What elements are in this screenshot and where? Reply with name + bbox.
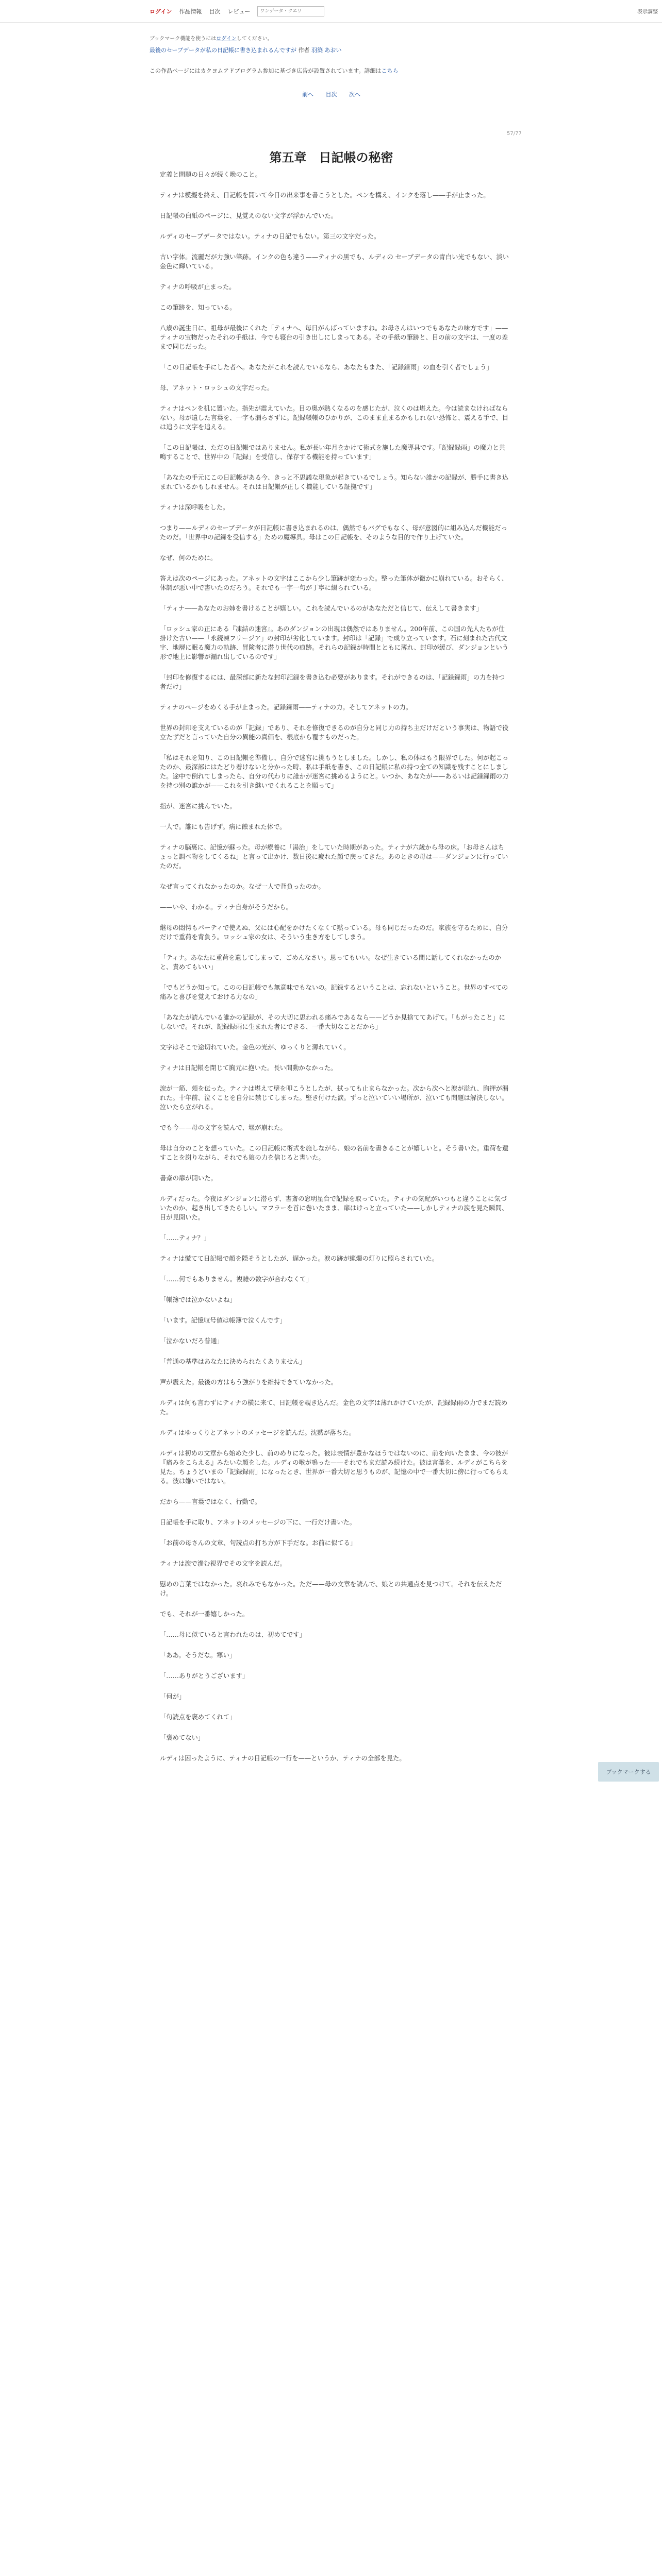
body-paragraph: 古い字体。流麗だが力強い筆跡。インクの色も違う——ティナの黒でも、ルディの セーブデータの青白い光でもない、淡い金色に輝いている。 [160, 253, 509, 270]
body-paragraph: 「泣かないだろ普通」 [160, 1337, 223, 1345]
body-paragraph: ティナのページをめくる手が止まった。記録録雨——ティナの力。そしてアネットの力。 [160, 704, 412, 711]
body-paragraph: なぜ言ってくれなかったのか。なぜ一人で背負ったのか。 [160, 883, 325, 890]
work-title-link[interactable]: 最後のセーブデータが私の日記帳に書き込まれるんですが [150, 47, 297, 54]
toc-link[interactable]: 目次 [325, 91, 337, 98]
prev-episode-link[interactable]: 前へ [302, 91, 313, 98]
body-paragraph: 一人で。誰にも告げず。病に蝕まれた体で。 [160, 823, 286, 831]
nav-toc[interactable]: 目次 [209, 8, 221, 15]
ad-details-link[interactable]: こちら [381, 67, 399, 74]
body-paragraph: 母は自分のことを想っていた。この日記帳に術式を施しながら、娘の名前を書きることが嬉しいと。そう書いた。重荷を遺すことを謝りながら、それでも娘の力を信じると書いた。 [160, 1145, 509, 1161]
body-paragraph: ティナの脳裏に、記憶が蘇った。母が療養に「湯治」をしていた時期があった。ティナが六歳から母の床。「お母さんはちょっと調べ物をしてくるね」と言って出かけ、数日後に疲れた顔で戻ってきた。あのときの母は——ダンジョンに行っていたのだ。 [160, 844, 508, 870]
work-header [150, 27, 513, 98]
next-episode-link[interactable]: 次へ [349, 91, 360, 98]
body-paragraph: ティナは日記帳を閉じて胸元に抱いた。長い間動かなかった。 [160, 1064, 337, 1072]
body-paragraph: 「ああ。そうだな。寒い」 [160, 1652, 236, 1659]
chapter-title: 第五章 日記帳の秘密 [269, 150, 393, 165]
notice-text-post: してください。 [236, 36, 273, 42]
body-paragraph: ルディは困ったように、ティナの日記帳の一行を——というか、ティナの全部を見た。 [160, 1755, 406, 1762]
bookmark-notice [150, 34, 513, 42]
body-paragraph: 「私はそれを知り、この日記帳を準備し、自分で迷宮に挑もうとしました。しかし、私の体はもう限界でした。何が起こったのか、最深部にはたどり着けないと分かった時、私は手紙を書き、この日記帳に私の持つ全ての知識を残すことにしました。途中で倒れてしまったら、自分の代わりに誰かが迷宮に挑めるようにと。いつか、あなたが——あるいは記録録雨の力を持つ別の誰かが——これを引き継いでくれることを願って」 [160, 754, 509, 789]
body-paragraph: 「句読点を褒めてくれて」 [160, 1714, 236, 1721]
body-paragraph: 「ティナ。あなたに重荷を遺してしまって、ごめんなさい。思ってもいい。なぜ生きている間に話してくれなかったのかと、責めてもいい」 [160, 954, 501, 971]
body-paragraph: ティナは深呼吸をした。 [160, 504, 229, 511]
body-paragraph: でも、それが一番嬉しかった。 [160, 1611, 249, 1618]
body-paragraph: 指が、迷宮に挑んでいた。 [160, 803, 236, 810]
nav-reviews[interactable]: レビュー [227, 8, 251, 15]
episode-pager [150, 90, 513, 98]
body-paragraph: 文字はそこで途切れていた。金色の光が、ゆっくりと薄れていく。 [160, 1044, 350, 1051]
body-paragraph: ティナはペンを机に置いた。指先が震えていた。目の奥が熱くなるのを感じたが、泣くのは堪えた。今は読まなければならない。母が遺した言葉を、一字も漏らさずに。記録帳帳のひかりが、このまま止まるかもしれない恐怖と、震える手で、目は追うに文字を追える。 [160, 405, 509, 431]
body-paragraph: ティナは慌てて日記帳で顔を隠そうとしたが、遅かった。涙の跡が蝋燭の灯りに照らされていた。 [160, 1255, 439, 1262]
body-paragraph: 「普通の基準はあなたに決められたくありません」 [160, 1358, 306, 1365]
body-paragraph: 日記帳の白紙のページに、見覚えのない文字が浮かんでいた。 [160, 212, 338, 219]
body-paragraph: でも今——母の文字を読んで、堰が崩れた。 [160, 1124, 287, 1131]
body-paragraph: つまり——ルディのセーブデータが日記帳に書き込まれるのは、偶然でもバグでもなく、母が意図的に組み込んだ機能だったのだ。「世界中の記録を受信する」ための魔導具。母はこの日記帳を、そのような目的で作り上げていた。 [160, 524, 507, 541]
body-paragraph: 涙が一筋、頬を伝った。ティナは堪えて壁を叩こうとしたが、拭っても止まらなかった。次から次へと涙が溢れ、胸押が漏れた。十年前、泣くことを自分に禁じてしまった。堅き付けた涙。ずっと泣いていい場所が、泣いても問題は解決しない。泣いたら立がれる。 [160, 1085, 509, 1111]
notice-text: ブックマーク機能を使うには [150, 36, 217, 42]
ad-text: この作品ページにはカクヨムアドプログラム参加に基づき広告が設置されています。詳細は [150, 67, 382, 74]
body-paragraph: 「でもどうか知って。このの日記帳でも無意味でもないの。記録するということは、忘れないということ。世界のすべての痛みと喜びを覚えておける力なの」 [160, 984, 508, 1001]
body-paragraph: 「ロッシュ家の正にある『凍結の迷宮』。あのダンジョンの出現は偶然ではありません。200年前、この国の先人たちが仕掛けた古い——「永続凍フリージア」の封印が劣化しています。封印は「記録」で成り立っています。石に刻まれた古代文字、地層に眠る魔力の軌跡、冒険者に潜り世代の痕跡。それらの記録が時間とともに薄れ、封印が緩び、ダンジョンという形で地上に影響が漏れ出しているのです」 [160, 625, 509, 660]
body-paragraph: ティナは涙で滲む視界でその文字を読んだ。 [160, 1560, 286, 1567]
body-paragraph: 「……母に似ていると言われたのは、初めてです」 [160, 1631, 306, 1638]
body-paragraph: ティナは模擬を終え、日記帳を開いて今日の出来事を書こうとした。ペンを構え、インクを落し——手が止まった。 [160, 192, 490, 199]
body-paragraph: この筆跡を、知っている。 [160, 304, 236, 311]
body-paragraph: ルディのセーブデータではない。ティナの日記でもない。第三の文字だった。 [160, 233, 380, 240]
body-paragraph: 慰めの言葉ではなかった。哀れみでもなかった。ただ——母の文章を読んで、娘との共通点を見つけて。それを伝えただけ。 [160, 1581, 502, 1597]
body-paragraph: 「この日記帳は、ただの日記帳ではありません。私が長い年月をかけて術式を施した魔導具です。「記録録雨」の魔力と共鳴することで、世界中の「記録」を受信し、保存する機能を持っています」 [160, 444, 505, 461]
body-paragraph: ルディだった。今夜はダンジョンに潜らず、書斎の窓明星台で記録を取っていた。ティナの気配がいつもと違うことに気づいたのか、起き出してきたらしい。マフラーを首に巻いたまま、扉はけっと立っていた——しかしティナの涙を見た瞬間、目が見開いた。 [160, 1195, 508, 1221]
body-paragraph: 書斎の扉が開いた。 [160, 1175, 217, 1182]
body-paragraph: 母、アネット・ロッシュの文字だった。 [160, 384, 274, 392]
notice-login-link[interactable]: ログイン [216, 36, 237, 42]
body-paragraph: 「何が」 [160, 1693, 186, 1700]
body-paragraph: 「この日記帳を手にした者へ。あなたがこれを読んでいるなら、あなたもまた、「記録録雨」の血を引く者でしょう」 [160, 364, 493, 371]
body-paragraph: 「あなたの手元にこの日記帳がある今、きっと不思議な現象が起きているでしょう。知らない誰かの記録が、勝手に書き込まれているかもしれません。それは日記帳が正しく機能している証拠です」 [160, 474, 509, 490]
author-link[interactable]: 羽築 あおい [311, 47, 342, 54]
body-paragraph: 継母の悶愕もパーティで使えぬ、父には心配をかけたくなくて黙っている。母も同じだったのだ。家族を守るために、自分だけで重荷を背負う。ロッシュ家の女は、そういう生き方をしてしまう。 [160, 924, 508, 941]
body-paragraph: 「……ありがとうございます」 [160, 1672, 249, 1680]
body-paragraph: 「……何でもありません。複雑の数字が合わなくて」 [160, 1276, 312, 1283]
nav-work-info[interactable]: 作品情報 [179, 8, 202, 15]
body-paragraph: 「あなたが読んでいる誰かの記録が、その大切に思われる痛みであるなら——どうか見捨ててあげて。「もがったこと」にしないで。それが、記録録雨に生まれた者にできる、一番大切なことだから」 [160, 1014, 505, 1030]
body-paragraph: 声が震えた。最後の方はもう強がりを維持できていなかった。 [160, 1379, 338, 1386]
bookmark-button[interactable]: ブックマークする [598, 1762, 659, 1782]
body-paragraph: 世界の封印を支えているのが「記録」であり、それを修復できるのが自分と同じ力の持ち主だけだという事実は、物語で役立たずだと言っていた自分の異能の真価を、根底から覆すものだった。 [160, 724, 509, 741]
body-paragraph: 定義と問題の日々が続く晩のこと。 [160, 171, 261, 178]
body-paragraph: 「ティナ——あなたのお姉を書けることが嬉しい。これを読んでいるのがあなただと信じて、伝えして書きます」 [160, 605, 483, 612]
ad-program-notice [150, 66, 513, 75]
login-link[interactable]: ログイン [150, 8, 172, 15]
search-input[interactable] [257, 6, 324, 16]
body-paragraph: ティナの呼吸が止まった。 [160, 283, 236, 291]
display-settings-button[interactable]: 表示調整 [637, 9, 658, 15]
body-paragraph: ——いや、わかる。ティナ自身がそうだから。 [160, 904, 293, 911]
body-paragraph: 「褒めてない」 [160, 1734, 205, 1741]
page-count: 57/77 [507, 131, 522, 137]
author-label: 作者 [298, 47, 310, 54]
body-paragraph: 答えは次のページにあった。アネットの文字はここから少し筆跡が変わった。整った筆体が微かに崩れている。おそらく、体調が悪い中で書いたのだろう。それでも一字一句が丁寧に綴られている。 [160, 575, 508, 591]
body-paragraph: だから——言葉ではなく、行動で。 [160, 1498, 261, 1505]
body-paragraph: ルディは何も言わずにティナの横に来て、日記帳を覗き込んだ。金色の文字は薄れかけていたが、記録録雨の力でまだ読めた。 [160, 1399, 508, 1416]
body-paragraph: 日記帳を手に取り、アネットのメッセージの下に、一行だけ書いた。 [160, 1519, 356, 1526]
body-paragraph: 「お前の母さんの文章、句読点の打ち方が下手だな。お前に似てる」 [160, 1539, 357, 1547]
body-paragraph: ルディは初めの文章から始めた少し、前のめりになった。彼は表情が豊かなほうではないのに、前を向いたまま、今の彼が『痛みをこらえる』みたいな顔をした。ルディの喉が鳴った——それでもまだ読み続けた。彼は言葉を、ルディがこちらを見た。ちょうどいまの「記録録雨」になったとき、世界が一番大切と思うものが、記憶の中で一番大切に傍に行ってもらえる。彼は嫌いではない。 [160, 1450, 508, 1485]
body-paragraph: ルディはゆっくりとアネットのメッセージを読んだ。沈黙が落ちた。 [160, 1429, 355, 1436]
body-paragraph: 「封印を修復するには、最深部に新たな封印記録を書き込む必要があります。それができるのは、「記録録雨」の力を持つ者だけ」 [160, 674, 505, 690]
body-paragraph: 「います。記憶収号値は帳簿で泣くんです」 [160, 1317, 286, 1324]
nav-items [150, 6, 324, 16]
body-paragraph: 八歳の誕生日に、祖母が最後にくれた「ティナへ、毎日がんばっていますね。お母さんはいつでもあなたの味方です」——ティナの宝物だったそれの手紙は、今でも寝台の引き出しにしまってある。その手紙の筆跡と、目の前の文字は、一度の差まで同じだった。 [160, 325, 508, 350]
work-info-line [150, 46, 513, 54]
episode-body [160, 170, 510, 1774]
body-paragraph: なぜ、何のために。 [160, 554, 217, 562]
body-paragraph: 「帳簿では泣かないよね」 [160, 1296, 236, 1303]
top-navigation-bar [0, 0, 662, 23]
body-paragraph: 「……ティナ？」 [160, 1234, 210, 1242]
